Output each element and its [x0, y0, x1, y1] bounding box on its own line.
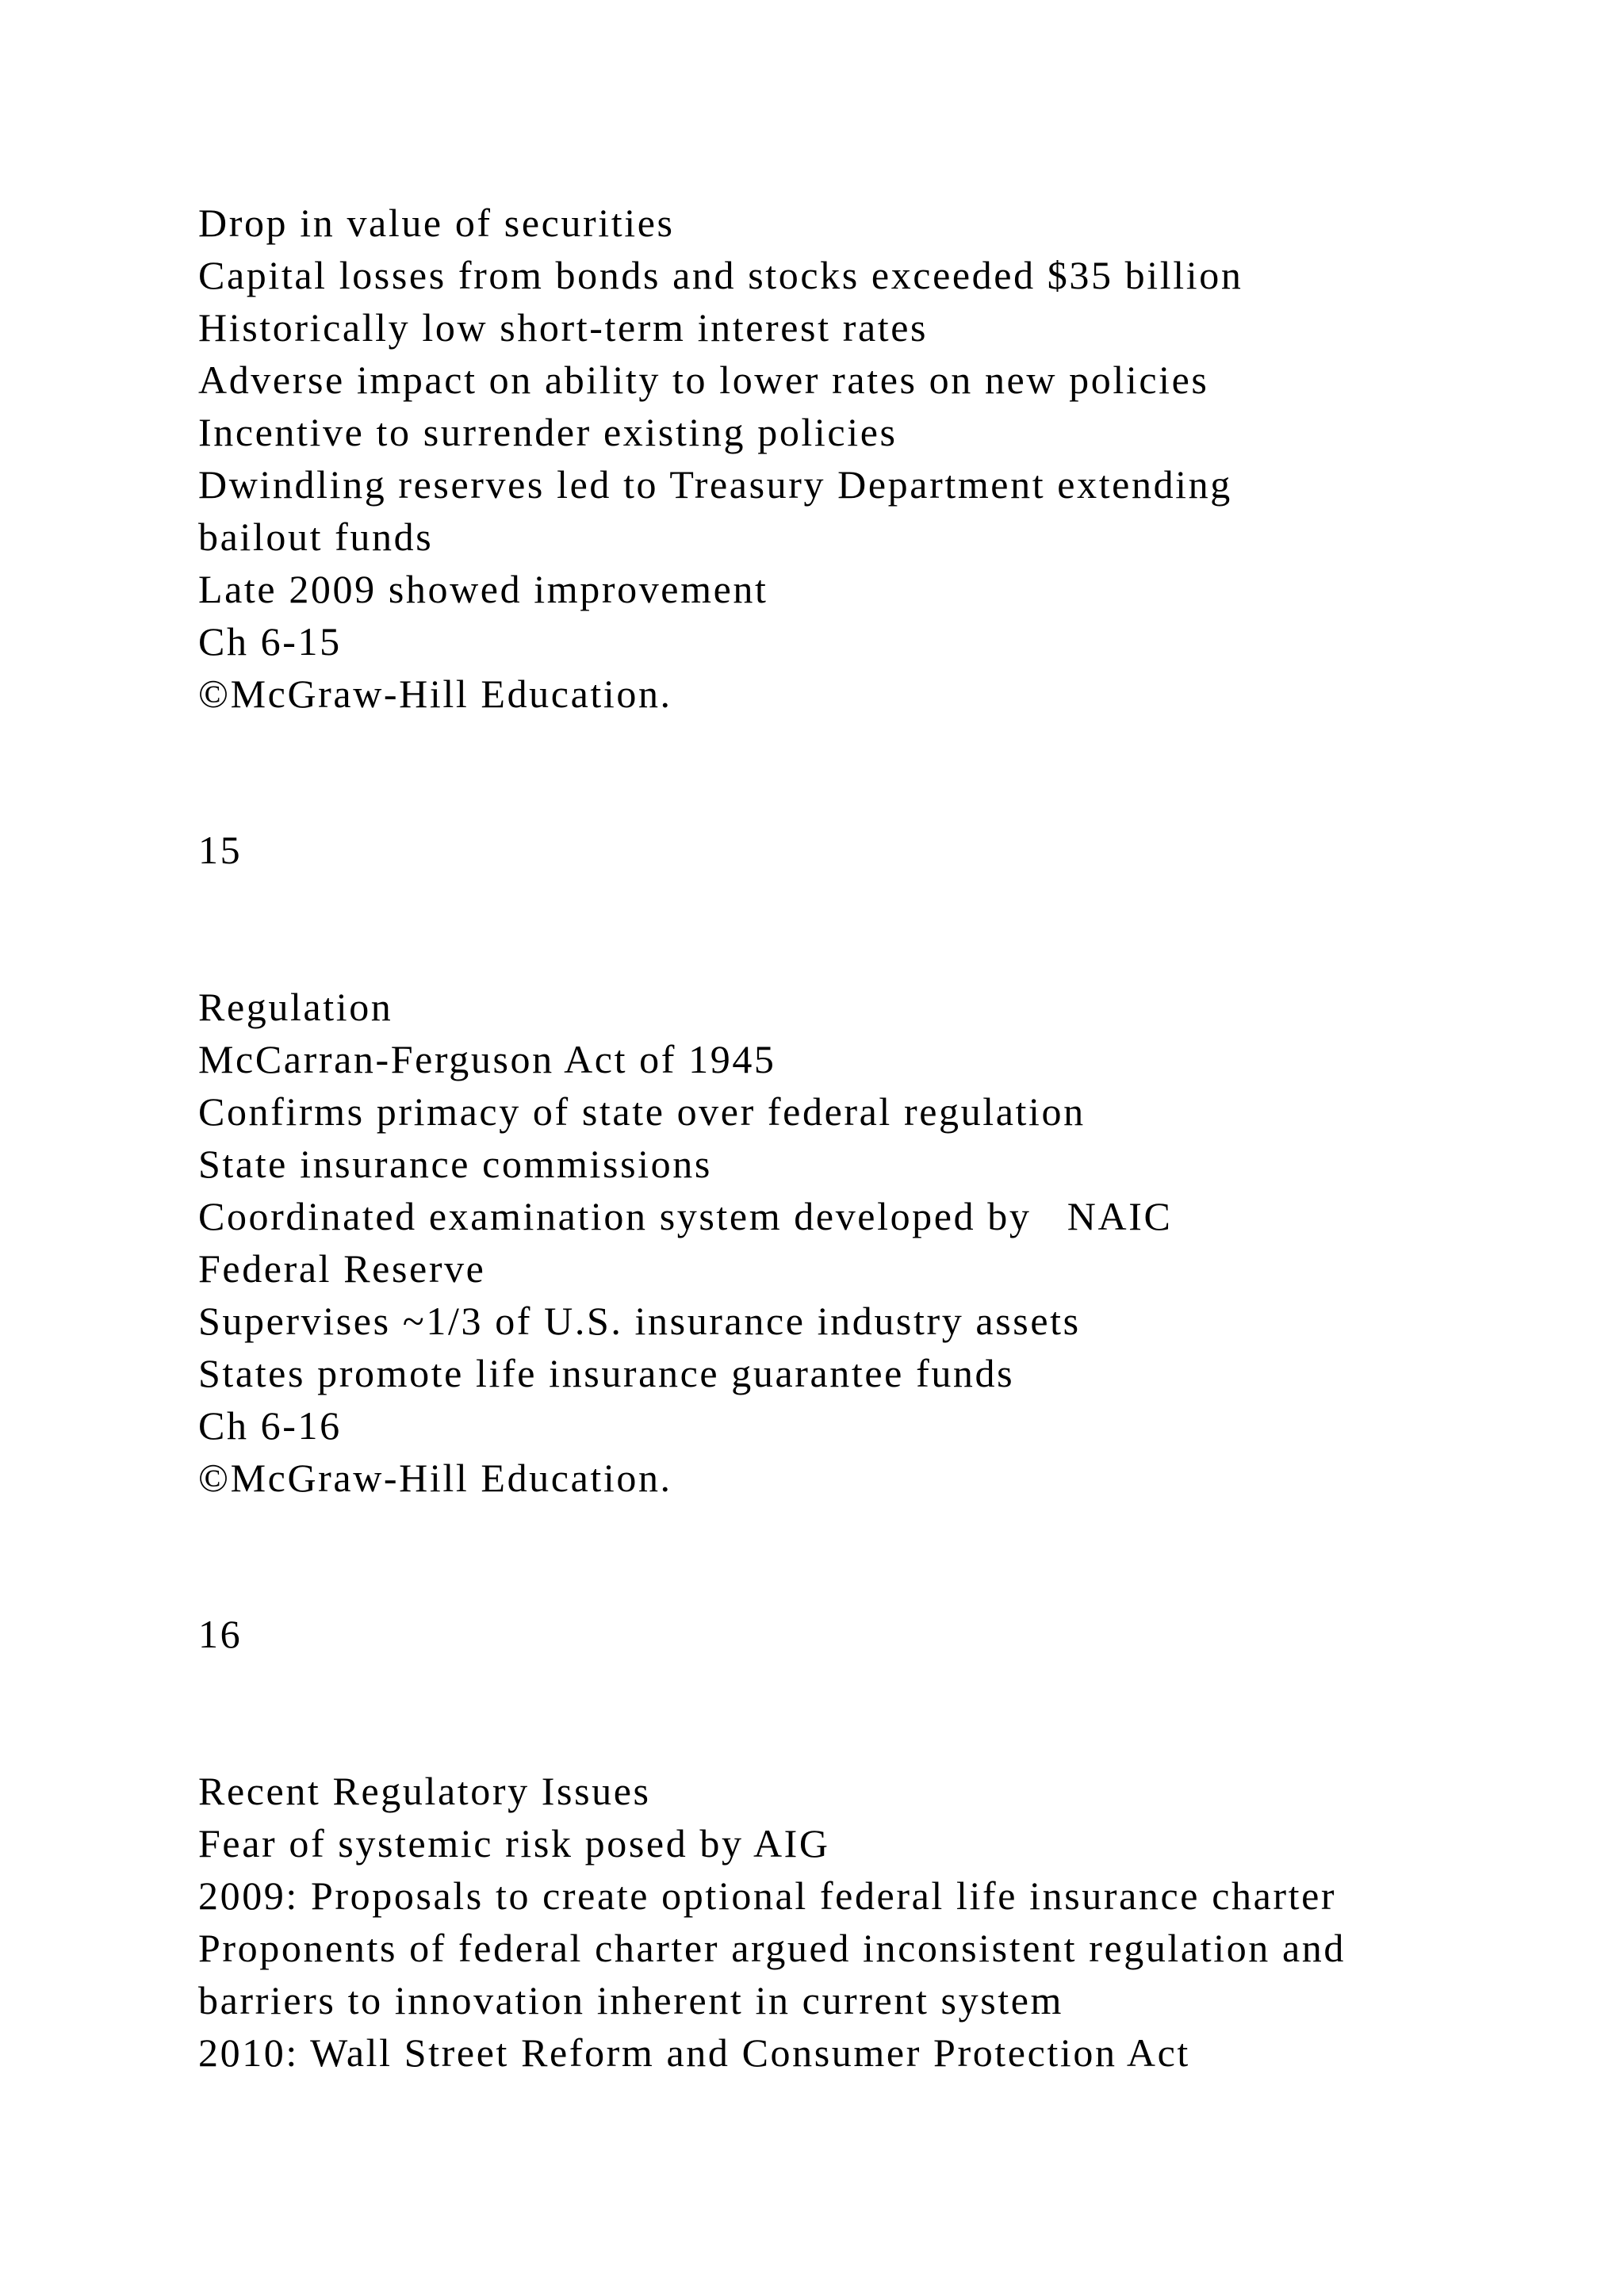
- page-number-15: 15: [198, 828, 243, 872]
- section-2-line-5: Coordinated examination system developed by NAIC: [198, 1194, 1173, 1238]
- section-1-line-5: Incentive to surrender existing policies: [198, 410, 898, 454]
- section-1-line-4: Adverse impact on ability to lower rates on new policies: [198, 358, 1209, 402]
- section-3-line-3: 2009: Proposals to create optional federal life insurance charter: [198, 1873, 1337, 1918]
- section-3-line-5: barriers to innovation inherent in current system: [198, 1978, 1064, 2022]
- section-1-line-7: bailout funds: [198, 515, 434, 559]
- copyright-notice-1: ©McGraw-Hill Education.: [198, 672, 672, 716]
- section-2-line-6: Federal Reserve: [198, 1246, 486, 1291]
- section-3-line-6: 2010: Wall Street Reform and Consumer Protection Act: [198, 2030, 1190, 2075]
- slide-reference-ch6-16: Ch 6-16: [198, 1403, 342, 1448]
- section-2-line-2: McCarran-Ferguson Act of 1945: [198, 1037, 776, 1081]
- section-1-line-2: Capital losses from bonds and stocks exceeded $35 billion: [198, 253, 1243, 297]
- section-1-line-3: Historically low short-term interest rates: [198, 305, 929, 350]
- section-3-line-4: Proponents of federal charter argued inconsistent regulation and: [198, 1926, 1346, 1970]
- page-number-16: 16: [198, 1612, 243, 1656]
- copyright-notice-2: ©McGraw-Hill Education.: [198, 1456, 672, 1500]
- slide-reference-ch6-15: Ch 6-15: [198, 619, 342, 664]
- section-1-line-6: Dwindling reserves led to Treasury Department extending: [198, 462, 1232, 507]
- section-2-line-4: State insurance commissions: [198, 1142, 712, 1186]
- section-3-heading: Recent Regulatory Issues: [198, 1769, 651, 1813]
- section-2-line-8: States promote life insurance guarantee funds: [198, 1351, 1015, 1395]
- section-1-line-8: Late 2009 showed improvement: [198, 567, 768, 611]
- section-2-heading: Regulation: [198, 985, 393, 1029]
- section-2-line-7: Supervises ~1/3 of U.S. insurance industry assets: [198, 1299, 1081, 1343]
- section-2-line-3: Confirms primacy of state over federal regulation: [198, 1089, 1086, 1134]
- section-1-line-1: Drop in value of securities: [198, 201, 675, 245]
- section-3-line-2: Fear of systemic risk posed by AIG: [198, 1821, 830, 1866]
